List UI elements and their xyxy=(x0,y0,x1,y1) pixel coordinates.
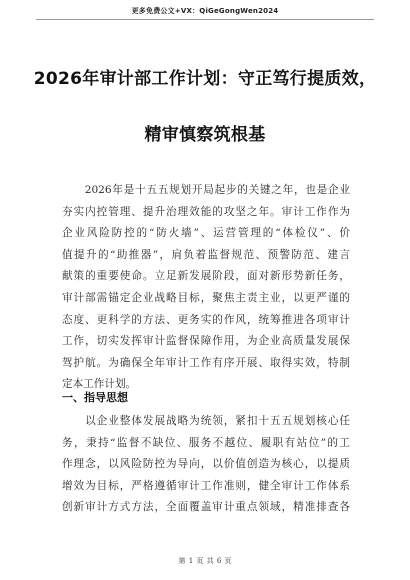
section-line: 作理念，以风险防控为导向，以价值创造为核心，以提质 xyxy=(62,458,350,471)
section-line: 以企业整体发展战略为统领，紧扣十五五规划核心任 xyxy=(62,415,350,427)
header-divider xyxy=(36,19,374,20)
section-line: 增效为目标，严格遵循审计工作准则，健全审计工作体系 xyxy=(62,479,350,492)
document-title-line-1: 2026年审计部工作计划：守正笃行提质效， xyxy=(33,69,377,89)
header-note: 更多免费公文+VX：QiGeGongWen2024 xyxy=(131,7,279,15)
intro-line: 工作，切实发挥审计监督保障作用，为企业高质量发展保 xyxy=(62,335,350,348)
page-number-footer: 第 1 页 共 6 页 xyxy=(178,557,232,565)
intro-line: 态度、更科学的方法、更务实的作风，统筹推进各项审计 xyxy=(62,313,350,326)
guiding-ideology-paragraph xyxy=(62,411,350,519)
intro-line: 企业风险防控的“防火墙”、运营管理的“体检仪”、价 xyxy=(62,227,350,240)
intro-line: 值提升的“助推器”，肩负着监督规范、预警防范、建言 xyxy=(62,248,350,261)
intro-paragraph xyxy=(62,180,350,396)
intro-line: 夯实内控管理、提升治理效能的攻坚之年。审计工作作为 xyxy=(62,205,350,218)
intro-line: 定本工作计划。 xyxy=(62,378,137,391)
intro-line: 驾护航。为确保全年审计工作有序开展、取得实效，特制 xyxy=(62,356,350,369)
document-title-line-2: 精审慎察筑根基 xyxy=(144,125,266,145)
section-heading-guiding-ideology: 一、指导思想 xyxy=(62,391,128,404)
section-line: 务，秉持“监督不缺位、服务不越位、履职有站位”的工 xyxy=(62,436,350,449)
intro-line: 2026年是十五五规划开局起步的关键之年，也是企业 xyxy=(62,184,350,196)
intro-line: 审计部需锚定企业战略目标，聚焦主责主业，以更严谨的 xyxy=(62,291,350,304)
intro-line: 献策的重要使命。立足新发展阶段，面对新形势新任务， xyxy=(62,270,350,283)
section-line: 创新审计方式方法，全面覆盖审计重点领域，精准排查各 xyxy=(62,501,350,514)
